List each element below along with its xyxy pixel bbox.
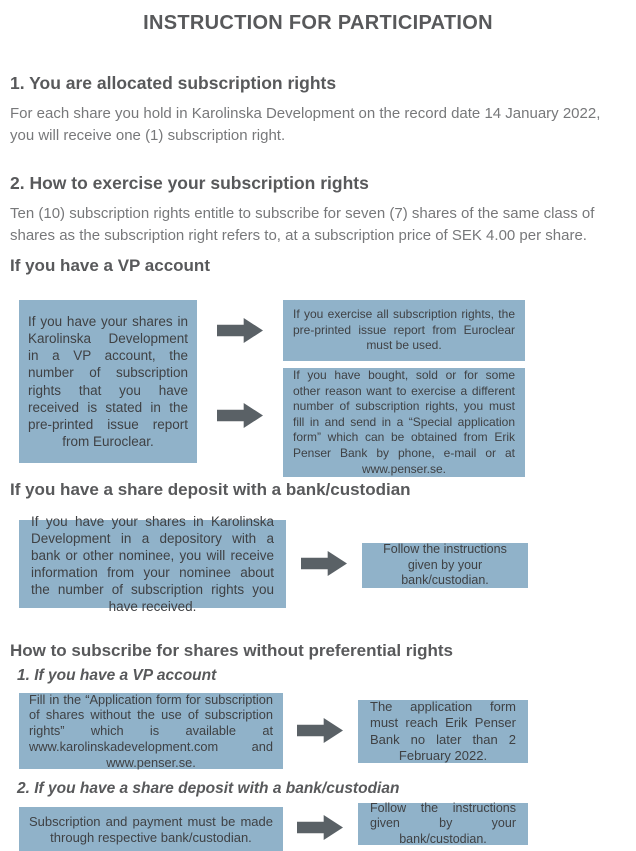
arrow-column bbox=[286, 520, 362, 608]
arrow-column bbox=[197, 300, 283, 463]
arrow-right-icon bbox=[301, 551, 347, 576]
page-title: INSTRUCTION FOR PARTICIPATION bbox=[143, 12, 493, 34]
heading-vp-account: If you have a VP account bbox=[10, 256, 210, 275]
heading-share-deposit: If you have a share deposit with a bank/custodian bbox=[10, 480, 411, 499]
heading-allocated-rights: 1. You are allocated subscription rights bbox=[10, 73, 337, 93]
info-box-follow-instructions-text: Follow the instructions given by your bank/custodian. bbox=[370, 800, 516, 846]
info-box-depository-text: If you have your shares in Karolinska Development in a depository with a bank or other nominee, you will receive information from your nominee about the number of subscription rights you have received. bbox=[31, 514, 274, 614]
paragraph-allocated-rights: For each share you hold in Karolinska Development on the record date 14 January 2022, you will receive one (1) subscription right. bbox=[10, 105, 601, 144]
info-box-vp-shares-text: If you have your shares in Karolinska Development in a VP account, the number of subscription rights that you have received is stated in the pre-printed issue report from Euroclear. bbox=[28, 313, 188, 450]
info-box-exercise-all bbox=[283, 300, 525, 361]
arrow-right-icon bbox=[297, 815, 343, 840]
diagram-without-pref-custodian bbox=[19, 800, 636, 851]
arrow-right-icon bbox=[217, 318, 263, 343]
info-box-subscription-payment-text: Subscription and payment must be made through respective bank/custodian. bbox=[29, 814, 273, 845]
arrow-right-icon bbox=[217, 403, 263, 428]
heading-without-preferential: How to subscribe for shares without preferential rights bbox=[10, 641, 454, 660]
arrow-column bbox=[283, 803, 358, 849]
info-box-vp-shares bbox=[19, 300, 197, 463]
result-column bbox=[283, 300, 525, 477]
info-box-special-application-text: If you have bought, sold or for some other reason want to exercise a different number of subscription rights, you must fill in and send in a “Special application form” which can be obtained from Erik Penser Bank by phone, e-mail or at www.penser.se. bbox=[293, 368, 515, 476]
info-box-follow-instructions bbox=[362, 543, 528, 588]
info-box-subscription-payment bbox=[19, 807, 283, 851]
subheading-vp-account: 1. If you have a VP account bbox=[17, 667, 217, 684]
diagram-vp-account bbox=[19, 300, 636, 476]
info-box-application-form-text: Fill in the “Application form for subscription of shares without the use of subscription rights” which is available at www.karolinskadevelopment.com and www.penser.se. bbox=[29, 691, 273, 770]
info-box-application-form bbox=[19, 693, 283, 769]
info-box-special-application bbox=[283, 368, 525, 477]
info-box-follow-instructions-text: Follow the instructions given by your bank/custodian. bbox=[383, 542, 507, 588]
heading-exercise-rights: 2. How to exercise your subscription rights bbox=[10, 173, 369, 193]
info-box-exercise-all-text: If you exercise all subscription rights, the pre-printed issue report from Euroclear must be used. bbox=[293, 307, 515, 353]
diagram-without-pref-vp bbox=[19, 693, 636, 769]
info-box-form-deadline bbox=[358, 700, 528, 763]
info-box-follow-instructions bbox=[358, 800, 528, 846]
arrow-right-icon bbox=[297, 718, 343, 743]
info-box-depository bbox=[19, 514, 286, 614]
paragraph-exercise-rights: Ten (10) subscription rights entitle to subscribe for seven (7) shares of the same class of shares as the subscription right refers to, at a subscription price of SEK 4.00 per share. bbox=[10, 205, 595, 244]
diagram-share-deposit bbox=[19, 514, 636, 614]
arrow-column bbox=[283, 693, 358, 769]
subheading-share-deposit: 2. If you have a share deposit with a bank/custodian bbox=[17, 780, 400, 797]
info-box-form-deadline-text: The application form must reach Erik Penser Bank no later than 2 February 2022. bbox=[370, 699, 516, 763]
